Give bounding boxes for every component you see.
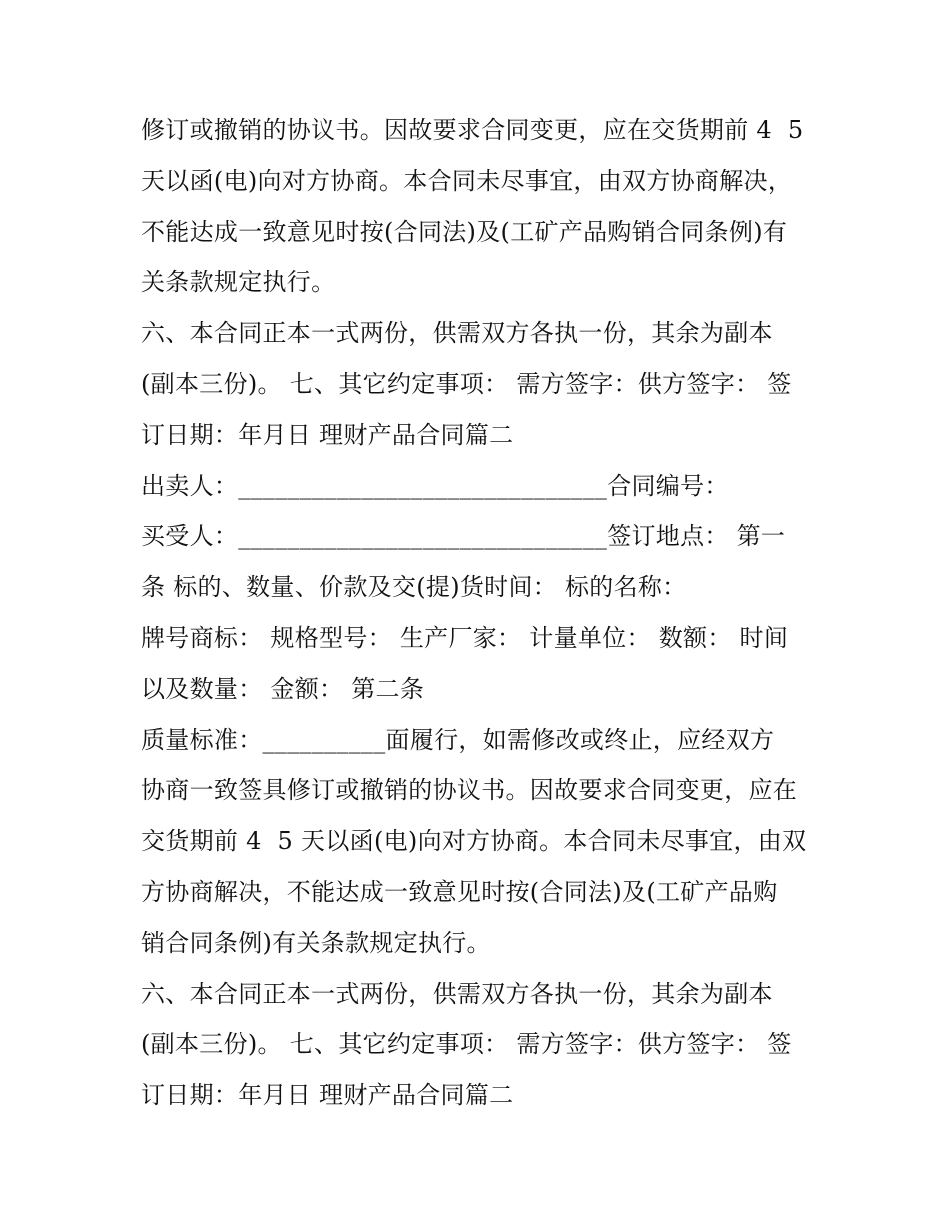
seller-line: 出卖人：______________________________合同编号： xyxy=(141,471,729,500)
text-line: 销合同条例)有关条款规定执行。 xyxy=(141,928,491,957)
buyer-line: 买受人：______________________________签订地点： 第一 xyxy=(141,522,786,551)
text-line: 不能达成一致意见时按(合同法)及(工矿产品购销合同条例)有 xyxy=(141,217,788,246)
text-line: 牌号商标： 规格型号： 生产厂家： 计量单位： 数额： 时间 xyxy=(141,623,789,652)
document-body xyxy=(141,105,821,1121)
quality-standard-line: 质量标准：__________面履行，如需修改或终止，应经双方 xyxy=(141,725,775,754)
text-line: 六、本合同正本一式两份，供需双方各执一份，其余为副本 xyxy=(141,319,773,348)
text-line: (副本三份)。 七、其它约定事项： 需方签字：供方签字： 签 xyxy=(141,1030,792,1059)
text-line: 以及数量： 金额： 第二条 xyxy=(141,674,425,703)
text-line: 条 标的、数量、价款及交(提)货时间： 标的名称： xyxy=(141,573,687,602)
text-line: 订日期：年月日 理财产品合同篇二 xyxy=(141,1081,514,1110)
text-line: 修订或撤销的协议书。因故要求合同变更，应在交货期前 4 5 xyxy=(141,116,804,144)
text-line: 天以函(电)向对方协商。本合同未尽事宜，由双方协商解决， xyxy=(141,166,793,195)
text-line: 关条款规定执行。 xyxy=(141,268,336,297)
text-line: 交货期前 4 5 天以函(电)向对方协商。本合同未尽事宜，由双 xyxy=(141,827,807,856)
text-line: 协商一致签具修订或撤销的协议书。因故要求合同变更，应在 xyxy=(141,776,798,805)
text-line: (副本三份)。 七、其它约定事项： 需方签字：供方签字： 签 xyxy=(141,369,792,398)
text-line: 六、本合同正本一式两份，供需双方各执一份，其余为副本 xyxy=(141,979,773,1008)
text-line: 订日期：年月日 理财产品合同篇二 xyxy=(141,420,514,449)
text-line: 方协商解决，不能达成一致意见时按(合同法)及(工矿产品购 xyxy=(141,877,778,906)
